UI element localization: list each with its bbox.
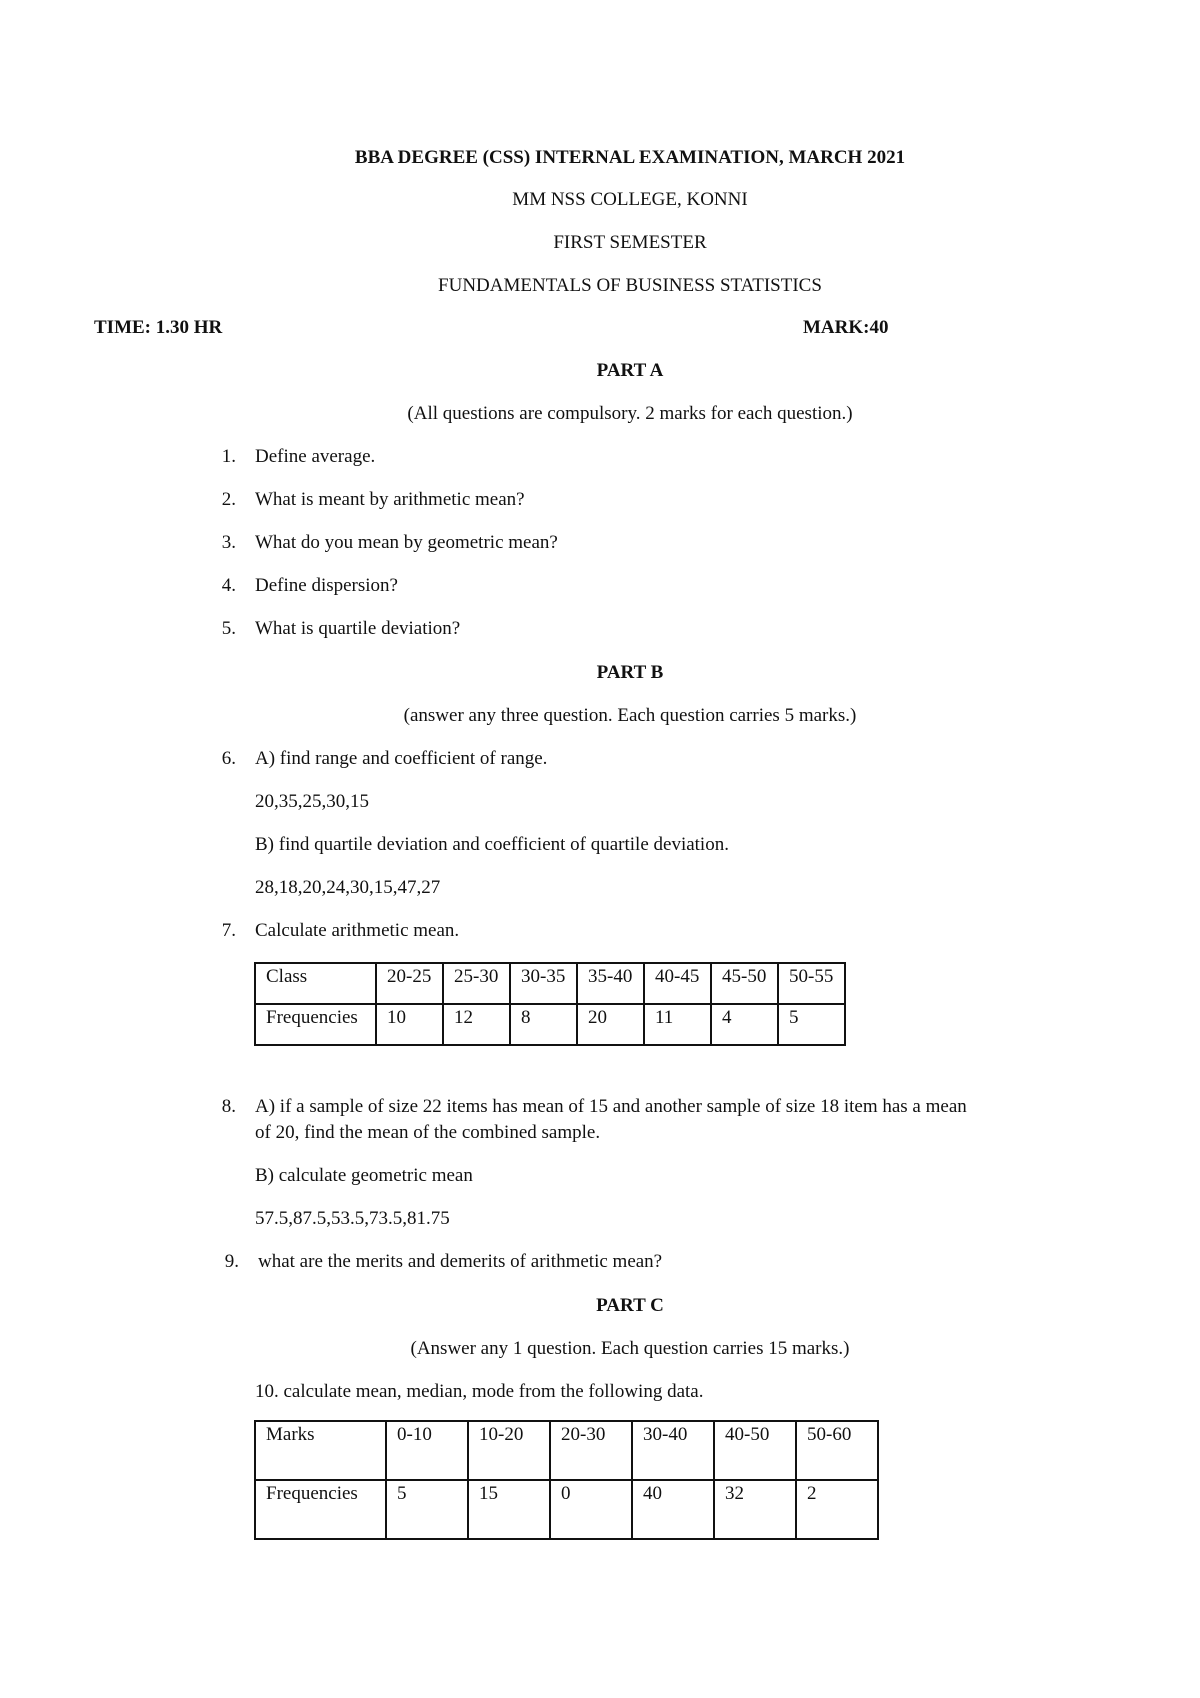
table-cell: Marks	[255, 1421, 386, 1480]
table-cell: 15	[468, 1480, 550, 1539]
question-10-text: 10. calculate mean, median, mode from the following data.	[255, 1381, 704, 1402]
question-8a-line1: A) if a sample of size 22 items has mean of 15 and another sample of size 18 item has a mean	[255, 1096, 967, 1117]
table-cell: 0	[550, 1480, 632, 1539]
question-9-text: what are the merits and demerits of arithmetic mean?	[258, 1251, 663, 1272]
question-text: What do you mean by geometric mean?	[255, 532, 558, 553]
table-cell: 30-35	[510, 963, 577, 1004]
table-cell: 50-60	[796, 1421, 878, 1480]
question-text: What is meant by arithmetic mean?	[255, 489, 525, 510]
semester: FIRST SEMESTER	[553, 232, 707, 253]
part-c-instruction: (Answer any 1 question. Each question carries 15 marks.)	[410, 1338, 850, 1359]
question-number: 8.	[221, 1096, 236, 1117]
table-cell: 5	[778, 1004, 845, 1045]
table-cell: 0-10	[386, 1421, 468, 1480]
question-number: 7.	[221, 920, 236, 941]
college-name: MM NSS COLLEGE, KONNI	[512, 189, 748, 210]
table-cell: 50-55	[778, 963, 845, 1004]
table-cell: 5	[386, 1480, 468, 1539]
part-b-instruction: (answer any three question. Each question carries 5 marks.)	[403, 705, 857, 726]
table-cell: Frequencies	[255, 1480, 386, 1539]
class-frequency-table	[254, 962, 846, 1046]
table-cell: 32	[714, 1480, 796, 1539]
question-7-text: Calculate arithmetic mean.	[255, 920, 460, 941]
question-text: Define average.	[255, 446, 376, 467]
question-number: 5.	[221, 618, 236, 639]
table-row	[255, 1004, 845, 1045]
question-number: 4.	[221, 575, 236, 596]
part-a-instruction: (All questions are compulsory. 2 marks for each question.)	[407, 403, 853, 424]
exam-marks: MARK:40	[803, 317, 889, 338]
table-cell: Frequencies	[255, 1004, 376, 1045]
question-text: What is quartile deviation?	[255, 618, 461, 639]
part-c-heading: PART C	[596, 1295, 664, 1316]
table-cell: 25-30	[443, 963, 510, 1004]
question-8b-text: B) calculate geometric mean	[255, 1165, 473, 1186]
table-cell: 10	[376, 1004, 443, 1045]
table-cell: 45-50	[711, 963, 778, 1004]
question-6a-data: 20,35,25,30,15	[255, 791, 369, 812]
table-cell: 2	[796, 1480, 878, 1539]
exam-time: TIME: 1.30 HR	[94, 317, 223, 338]
question-number: 9.	[224, 1251, 239, 1272]
question-6b-data: 28,18,20,24,30,15,47,27	[255, 877, 441, 898]
question-number: 1.	[221, 446, 236, 467]
question-number: 2.	[221, 489, 236, 510]
table-cell: 40-50	[714, 1421, 796, 1480]
question-8a-line2: of 20, find the mean of the combined sample.	[255, 1122, 601, 1143]
table-row	[255, 1421, 878, 1480]
marks-frequency-table	[254, 1420, 879, 1540]
table-cell: 20-25	[376, 963, 443, 1004]
table-cell: 10-20	[468, 1421, 550, 1480]
question-6a-text: A) find range and coefficient of range.	[255, 748, 548, 769]
question-text: Define dispersion?	[255, 575, 398, 596]
table-cell: 20	[577, 1004, 644, 1045]
table-cell: 40-45	[644, 963, 711, 1004]
table-row	[255, 1480, 878, 1539]
question-8b-data: 57.5,87.5,53.5,73.5,81.75	[255, 1208, 450, 1229]
table-cell: 40	[632, 1480, 714, 1539]
table-cell: 11	[644, 1004, 711, 1045]
question-6b-text: B) find quartile deviation and coefficient of quartile deviation.	[255, 834, 729, 855]
table-cell: 35-40	[577, 963, 644, 1004]
part-b-heading: PART B	[596, 662, 664, 683]
table-cell: 30-40	[632, 1421, 714, 1480]
exam-title: BBA DEGREE (CSS) INTERNAL EXAMINATION, MARCH 2021	[354, 147, 906, 168]
question-number: 6.	[221, 748, 236, 769]
subject-name: FUNDAMENTALS OF BUSINESS STATISTICS	[438, 275, 822, 296]
table-cell: 4	[711, 1004, 778, 1045]
table-cell: 8	[510, 1004, 577, 1045]
table-cell: 20-30	[550, 1421, 632, 1480]
table-cell: Class	[255, 963, 376, 1004]
question-number: 3.	[221, 532, 236, 553]
part-a-heading: PART A	[596, 360, 664, 381]
table-cell: 12	[443, 1004, 510, 1045]
table-row	[255, 963, 845, 1004]
